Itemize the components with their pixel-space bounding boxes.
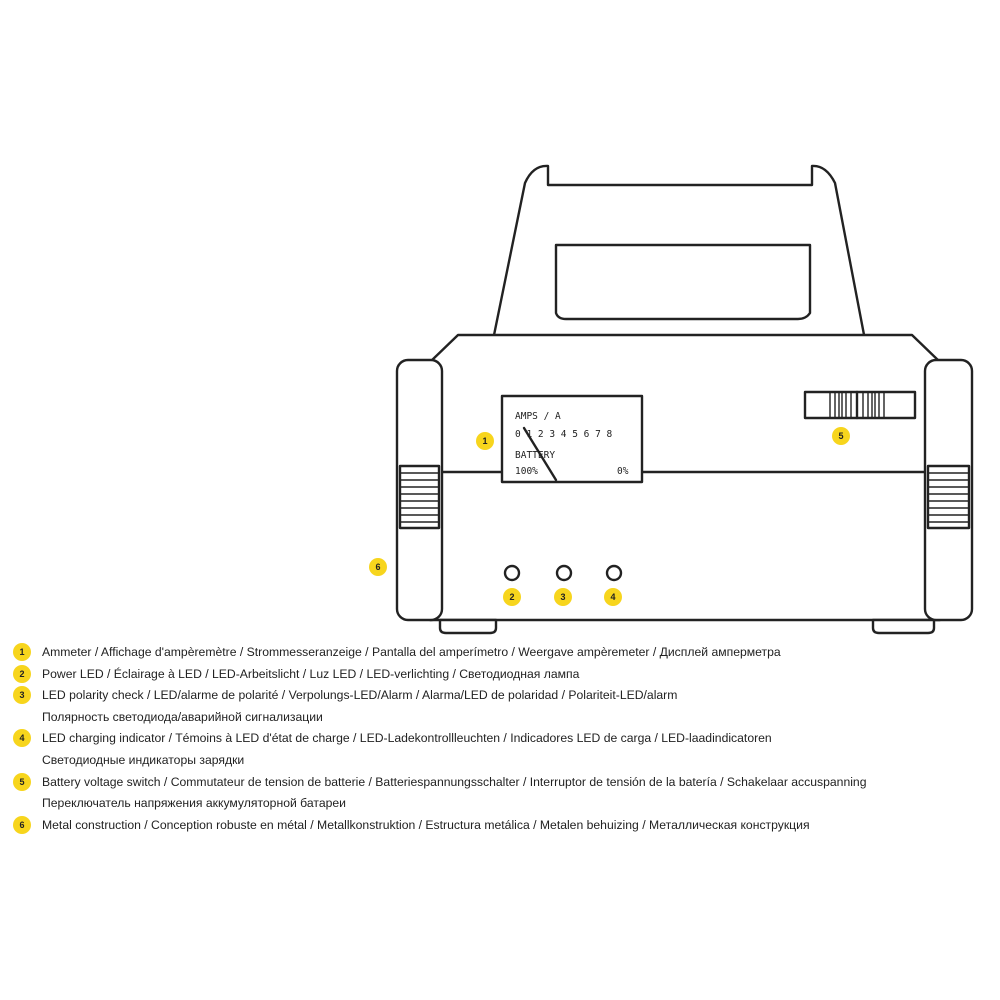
legend-number-badge: 1 (13, 643, 31, 661)
callout-badge-6 (369, 558, 387, 576)
callout-badge-1 (476, 432, 494, 450)
legend-item-ammeter (0, 642, 1000, 664)
callout-badge-5 (832, 427, 850, 445)
meter-full-label: 100% (515, 466, 538, 477)
svg-text:3: 3 (560, 592, 566, 602)
polarity-led (557, 566, 571, 580)
meter-title: AMPS / A (515, 411, 561, 422)
callout-badge-4 (604, 588, 622, 606)
legend-text: LED charging indicator / Témoins à LED d'état de charge / LED-Ladekontrollleuchten / Indicadores LED de carga / LED-laadindicatoren (42, 731, 772, 746)
legend-item-polarity-led (0, 685, 1000, 728)
legend-number-badge: 3 (13, 686, 31, 704)
legend-number-badge: 6 (13, 816, 31, 834)
legend-item-metal-construction (0, 815, 1000, 837)
legend-text: Ammeter / Affichage d'ampèremètre / Strommesseranzeige / Pantalla del amperímetro / Weergave ampèremeter / Дисплей амперметра (42, 645, 781, 659)
svg-text:4: 4 (610, 592, 616, 602)
legend-text: Power LED / Éclairage à LED / LED-Arbeitslicht / Luz LED / LED-verlichting / Светодиодная лампа (42, 666, 580, 681)
legend-item-power-led (0, 664, 1000, 686)
legend-text-continued: Полярность светодиода/аварийной сигнализации (42, 709, 323, 724)
meter-scale: 0 1 2 3 4 5 6 7 8 (515, 429, 613, 440)
legend-text: Metal construction / Conception robuste en métal / Metallkonstruktion / Estructura metálica / Metalen behuizing / Металлическая конструкция (42, 817, 810, 832)
legend-number-badge: 2 (13, 665, 31, 683)
svg-text:5: 5 (838, 431, 844, 441)
battery-voltage-switch[interactable] (805, 392, 915, 418)
svg-text:2: 2 (509, 592, 515, 602)
legend-text: Battery voltage switch / Commutateur de tension de batterie / Batteriespannungsschalter / Interruptor de tensión de la batería / Schakelaar accuspanning (42, 774, 867, 789)
callout-badge-2 (503, 588, 521, 606)
power-led (505, 566, 519, 580)
callout-badge-3 (554, 588, 572, 606)
legend-text: LED polarity check / LED/alarme de polarité / Verpolungs-LED/Alarm / Alarma/LED de polaridad / Polariteit-LED/alarm (42, 688, 678, 703)
carry-handle (493, 166, 865, 340)
charging-led (607, 566, 621, 580)
legend-text-continued: Светодиодные индикаторы зарядки (42, 752, 245, 767)
meter-battery-label: BATTERY (515, 450, 556, 461)
legend-item-charging-led (0, 728, 1000, 771)
ammeter-display (502, 396, 642, 482)
svg-text:1: 1 (482, 436, 488, 446)
legend (0, 642, 1000, 836)
meter-empty-label: 0% (617, 466, 629, 477)
legend-text-continued: Переключатель напряжения аккумуляторной батареи (42, 796, 346, 811)
svg-text:6: 6 (375, 562, 381, 572)
charger-feet (440, 620, 934, 633)
legend-item-voltage-switch (0, 772, 1000, 815)
right-corner-bumper (925, 360, 972, 620)
left-corner-bumper (397, 360, 442, 620)
legend-number-badge: 4 (13, 729, 31, 747)
legend-number-badge: 5 (13, 773, 31, 791)
